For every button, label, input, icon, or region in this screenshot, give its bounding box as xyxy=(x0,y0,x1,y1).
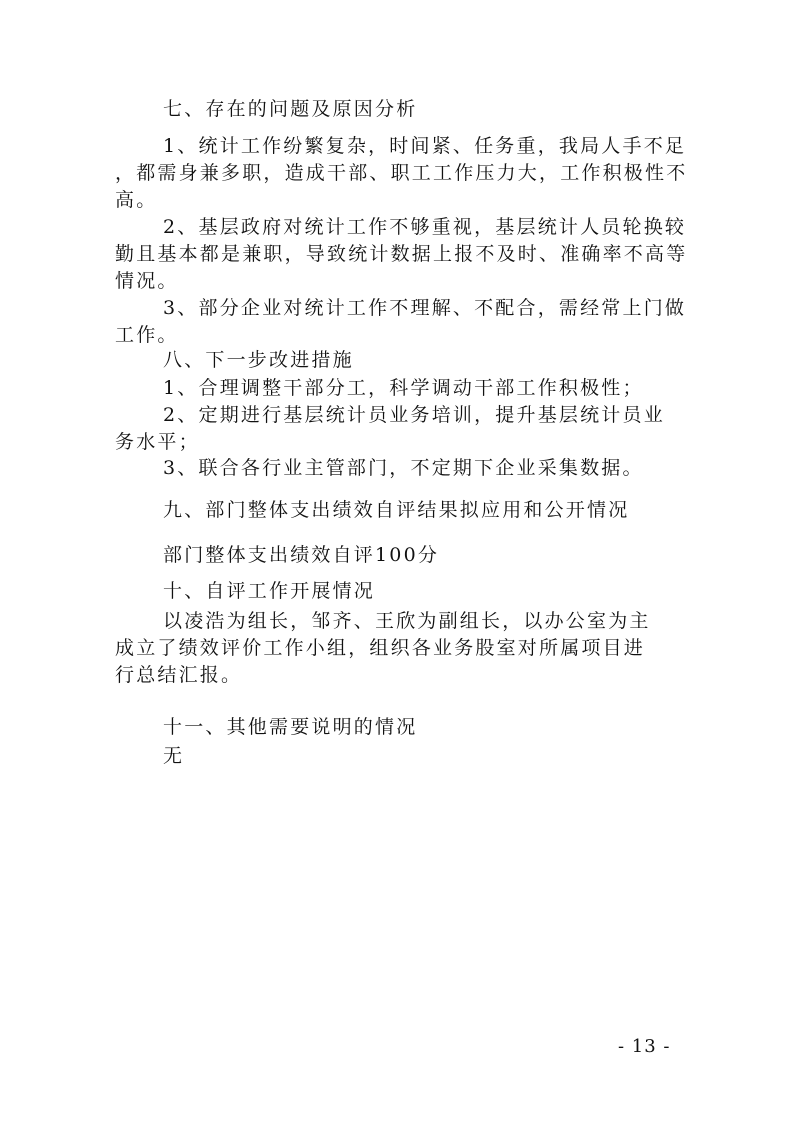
section-7-item-3-line-1: 3、部分企业对统计工作不理解、不配合，需经常上门做 xyxy=(163,297,687,319)
section-7-heading: 七、存在的问题及原因分析 xyxy=(163,98,418,120)
page-number: - 13 - xyxy=(618,1036,671,1057)
section-7-item-1-line-1: 1、统计工作纷繁复杂，时间紧、任务重，我局人手不足 xyxy=(163,135,687,157)
section-10-body-line-1: 以凌浩为组长，邹齐、王欣为副组长，以办公室为主 xyxy=(163,610,651,632)
section-8-item-2-line-2: 务水平； xyxy=(115,431,200,453)
section-8-item-1: 1、合理调整干部分工，科学调动干部工作积极性； xyxy=(163,377,644,399)
section-10-body-line-3: 行总结汇报。 xyxy=(115,664,243,686)
section-7-item-2-line-3: 情况。 xyxy=(115,270,179,292)
section-7-item-2-line-1: 2、基层政府对统计工作不够重视，基层统计人员轮换较 xyxy=(163,216,687,238)
section-7-item-1-line-2: ，都需身兼多职，造成干部、职工工作压力大，工作积极性不 xyxy=(115,162,688,184)
section-8-item-3: 3、联合各行业主管部门，不定期下企业采集数据。 xyxy=(163,457,644,479)
section-7-item-3-line-2: 工作。 xyxy=(115,324,179,346)
section-8-heading: 八、下一步改进措施 xyxy=(163,349,354,371)
section-10-heading: 十、自评工作开展情况 xyxy=(163,580,376,602)
section-7-item-1-line-3: 高。 xyxy=(115,189,158,211)
section-7-item-2-line-2: 勤且基本都是兼职，导致统计数据上报不及时、准确率不高等 xyxy=(115,243,688,265)
section-9-body: 部门整体支出绩效自评100分 xyxy=(163,544,440,566)
section-10-body-line-2: 成立了绩效评价工作小组，组织各业务股室对所属项目进 xyxy=(115,637,646,659)
section-11-heading: 十一、其他需要说明的情况 xyxy=(163,716,418,738)
section-8-item-2-line-1: 2、定期进行基层统计员业务培训，提升基层统计员业 xyxy=(163,404,665,426)
section-9-heading: 九、部门整体支出绩效自评结果拟应用和公开情况 xyxy=(163,499,630,521)
section-11-body: 无 xyxy=(163,745,185,767)
